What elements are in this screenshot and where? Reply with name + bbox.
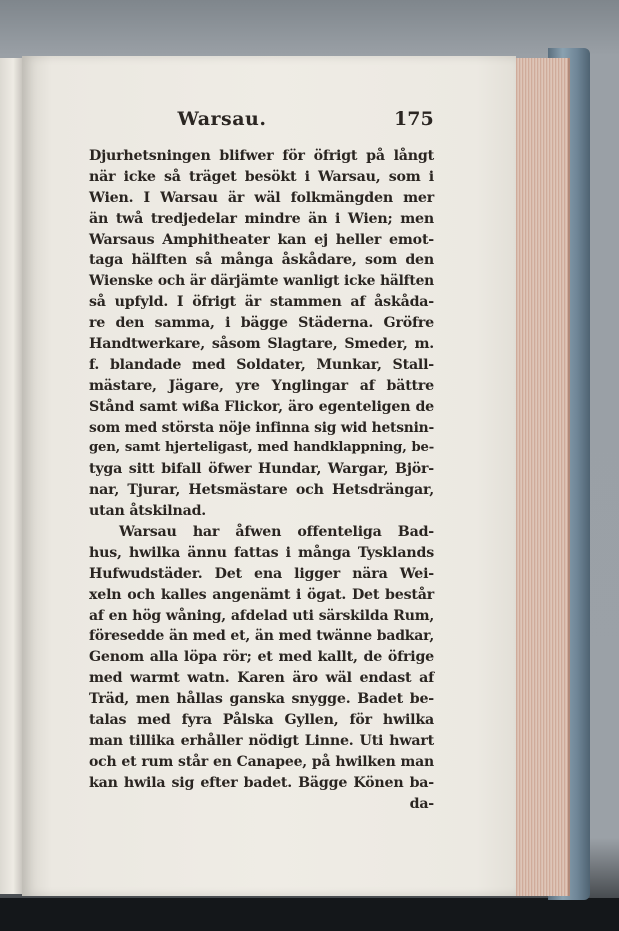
text-line: Warsau har åfwen offenteliga Bad- [119, 524, 434, 541]
page-body [89, 146, 434, 815]
text-line: utan åtskilnad. [89, 503, 207, 520]
text-line: Wienske och är därjämte wanligt icke hälften [89, 273, 434, 290]
text-line: än twå tredjedelar mindre än i Wien; men [89, 210, 434, 227]
text-line: Handtwerkare, såsom Slagtare, Smeder, m. [89, 336, 434, 353]
catchword: da- [409, 795, 434, 812]
text-line: taga hälften så många åskådare, som den [89, 252, 434, 269]
text-line: man tillika erhåller nödigt Linne. Uti hwart [89, 732, 434, 749]
text-line: med warmt watn. Karen äro wäl endast af [89, 670, 434, 687]
text-line: hus, hwilka ännu fattas i många Tysklands [89, 544, 434, 561]
text-line: Träd, men hållas ganska snygge. Badet be- [89, 691, 434, 708]
text-line: talas med fyra Pålska Gyllen, för hwilka [89, 712, 434, 729]
text-line: kan hwila sig efter badet. Bägge Könen ba- [89, 774, 434, 791]
text-line: Genom alla löpa rör; et med kallt, de öfrige [89, 649, 434, 666]
text-line: af en hög wåning, afdelad uti särskilda Rum, [89, 607, 434, 624]
text-line: så upfyld. I öfrigt är stammen af åskåda- [89, 294, 434, 311]
text-line: f. blandade med Soldater, Munkar, Stall- [89, 356, 434, 373]
text-line: när icke så träget besökt i Warsau, som i [89, 168, 434, 185]
text-line: mästare, Jägare, yre Ynglingar af bättre [89, 377, 434, 394]
running-head: Warsau. [177, 108, 267, 130]
page-header [22, 108, 516, 138]
text-line: tyga sitt bifall öfwer Hundar, Wargar, Björ- [89, 461, 434, 478]
page-block-edge [514, 58, 570, 896]
table-surface [0, 898, 619, 931]
text-line: Djurhetsningen blifwer för öfrigt på långt [89, 148, 434, 164]
text-line: Stånd samt wißa Flickor, äro egenteligen de [89, 398, 434, 415]
text-line: Hufwudstäder. Det ena ligger nära Wei- [89, 565, 434, 582]
text-line: re den samma, i bägge Städerna. Gröfre [89, 315, 434, 332]
text-line: gen, samt hjerteligast, med handklappning, be- [89, 440, 434, 456]
text-line: och et rum står en Canapee, på hwilken man [89, 753, 434, 770]
facing-page-edge [0, 58, 22, 894]
text-line: xeln och kalles angenämt i ögat. Det består [89, 586, 434, 603]
text-line: som med största nöje infinna sig wid hetsnin- [89, 419, 434, 436]
text-line: Warsaus Amphitheater kan ej heller emot- [89, 231, 434, 248]
text-line: Wien. I Warsau är wäl folkmängden mer [89, 189, 434, 206]
book-page [22, 56, 516, 896]
page-number: 175 [394, 108, 434, 130]
text-line: nar, Tjurar, Hetsmästare och Hetsdrängar, [89, 482, 434, 499]
text-line: föresedde än med et, än med twänne badkar, [89, 628, 434, 645]
